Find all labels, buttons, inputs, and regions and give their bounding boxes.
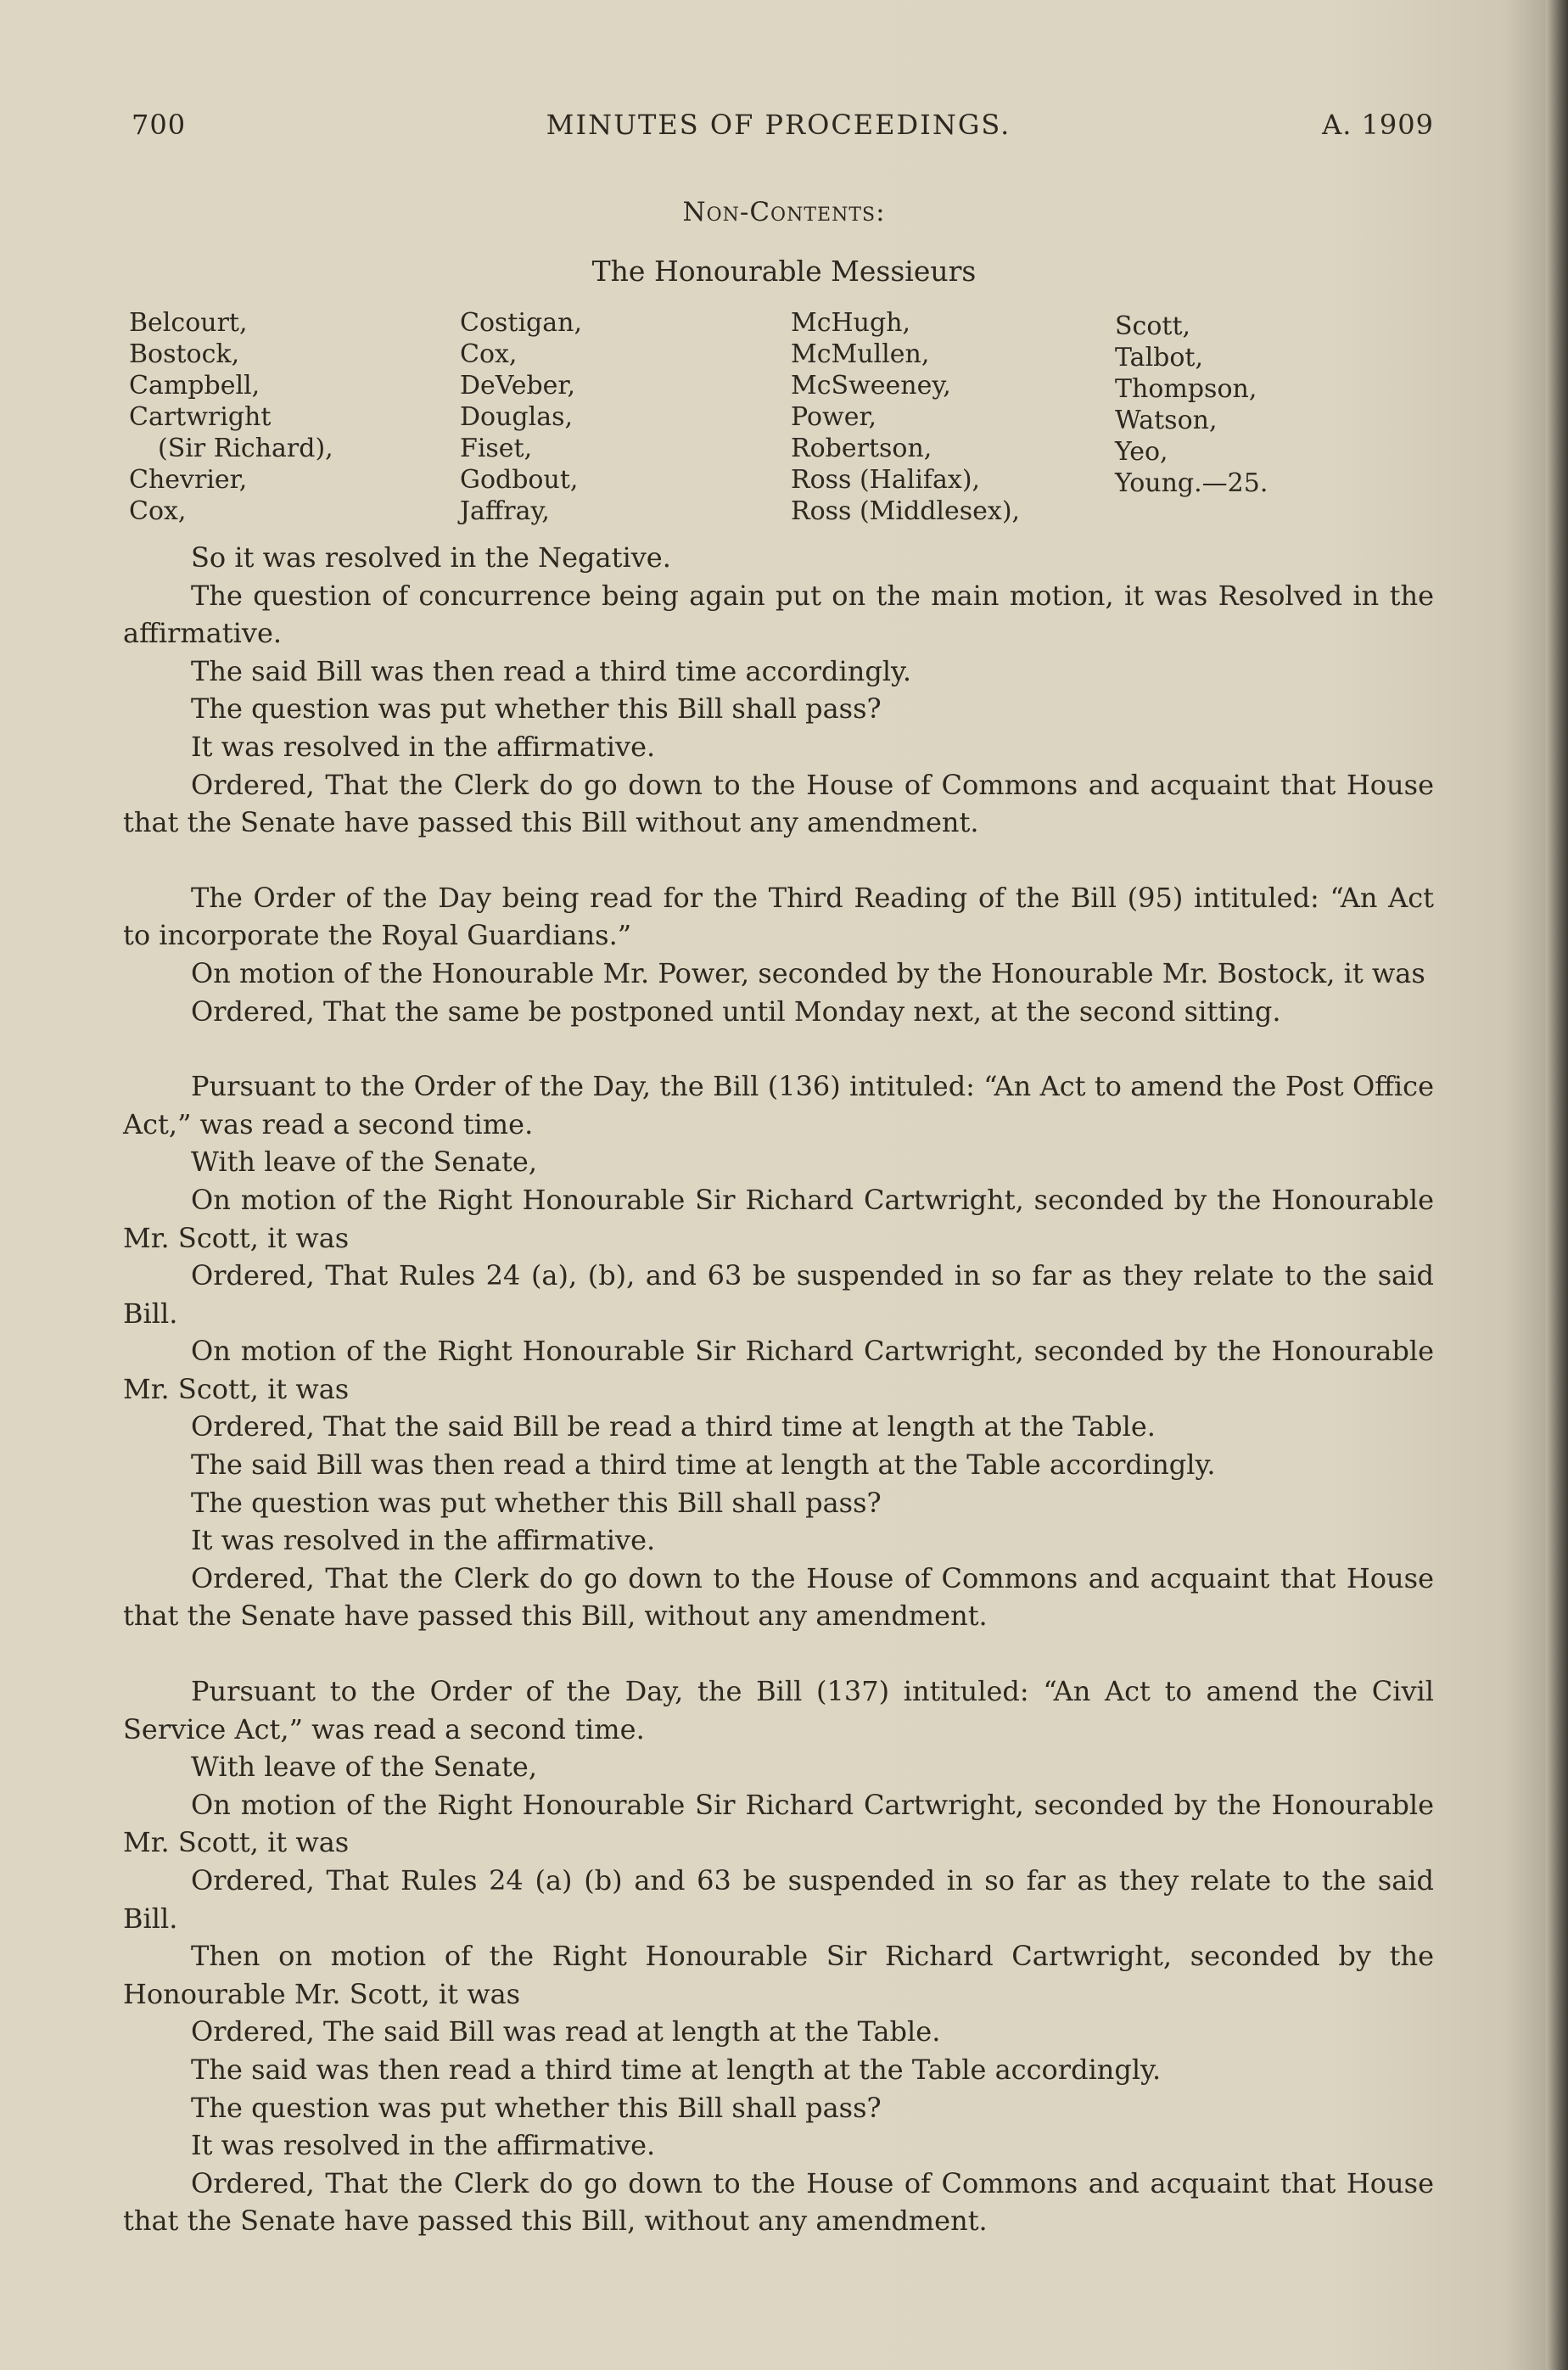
section-gap bbox=[123, 842, 1434, 879]
paragraph: Then on motion of the Right Honourable Sir Richard Cartwright, seconded by the Honourable Mr. Scott, it was bbox=[123, 1940, 1434, 2010]
member-name: Belcourt, bbox=[129, 308, 248, 338]
paragraph: Ordered, That Rules 24 (a) (b) and 63 be suspended in so far as they relate to the said Bill. bbox=[123, 1864, 1434, 1935]
member-name: Cox, bbox=[129, 496, 187, 526]
names-column bbox=[460, 307, 582, 527]
paragraph: It was resolved in the affirmative. bbox=[191, 730, 656, 763]
division-heading: Non-Contents: bbox=[682, 197, 886, 227]
paragraph: The question was put whether this Bill shall pass? bbox=[191, 1486, 882, 1519]
member-name: McHugh, bbox=[791, 308, 911, 338]
member-name: Cartwright bbox=[129, 402, 272, 432]
member-name: Godbout, bbox=[460, 465, 579, 495]
paragraph: Ordered, The said Bill was read at length at the Table. bbox=[191, 2015, 941, 2048]
proceedings-text bbox=[123, 539, 1434, 2240]
names-column bbox=[791, 307, 1020, 527]
paragraph: The said Bill was then read a third time at length at the Table accordingly. bbox=[191, 1448, 1216, 1482]
paragraph: On motion of the Honourable Mr. Power, seconded by the Honourable Mr. Bostock, it was bbox=[191, 956, 1425, 989]
member-name: Jaffray, bbox=[460, 496, 550, 526]
paragraph: It was resolved in the affirmative. bbox=[191, 2129, 656, 2162]
member-name: Campbell, bbox=[129, 371, 260, 401]
member-name: Scott, bbox=[1115, 311, 1191, 341]
member-name: Young.—25. bbox=[1115, 468, 1268, 498]
paragraph: On motion of the Right Honourable Sir Richard Cartwright, seconded by the Honourable Mr. Scott, it was bbox=[123, 1788, 1434, 1859]
member-name: Watson, bbox=[1115, 406, 1218, 435]
book-spine-shadow bbox=[1546, 0, 1568, 2370]
member-name: Robertson, bbox=[791, 434, 932, 463]
paragraph: Ordered, That the Clerk do go down to the House of Commons and acquaint that House that the Senate have passed this Bill without any amendment. bbox=[123, 768, 1434, 839]
member-names-list bbox=[129, 307, 1317, 536]
page-title: MINUTES OF PROCEEDINGS. bbox=[546, 109, 1011, 141]
member-name: Thompson, bbox=[1115, 374, 1257, 404]
paragraph: Ordered, That Rules 24 (a), (b), and 63 be suspended in so far as they relate to the said Bill. bbox=[123, 1259, 1434, 1330]
names-column bbox=[1115, 311, 1268, 499]
member-name: DeVeber, bbox=[460, 371, 576, 401]
member-name: Costigan, bbox=[460, 308, 583, 338]
paragraph: With leave of the Senate, bbox=[191, 1146, 538, 1179]
paragraph: Ordered, That the Clerk do go down to the House of Commons and acquaint that House that the Senate have passed this Bill, without any amendment. bbox=[123, 2166, 1434, 2238]
paragraph: On motion of the Right Honourable Sir Richard Cartwright, seconded by the Honourable Mr. Scott, it was bbox=[123, 1183, 1434, 1254]
paragraph: So it was resolved in the Negative. bbox=[191, 541, 671, 574]
paragraph: Ordered, That the Clerk do go down to the House of Commons and acquaint that House that the Senate have passed this Bill, without any amendment. bbox=[123, 1561, 1434, 1633]
paragraph: On motion of the Right Honourable Sir Richard Cartwright, seconded by the Honourable Mr. Scott, it was bbox=[123, 1335, 1434, 1405]
member-name: Ross (Middlesex), bbox=[791, 496, 1021, 526]
member-name: Power, bbox=[791, 402, 877, 432]
paragraph: It was resolved in the affirmative. bbox=[191, 1524, 656, 1557]
paragraph: Pursuant to the Order of the Day, the Bill (137) intituled: “An Act to amend the Civil Service Act,” was read a second time. bbox=[123, 1675, 1434, 1745]
paragraph: Pursuant to the Order of the Day, the Bill (136) intituled: “An Act to amend the Post Office Act,” was read a second time. bbox=[123, 1070, 1434, 1140]
member-name: Ross (Halifax), bbox=[791, 465, 981, 495]
member-name: Douglas, bbox=[460, 402, 574, 432]
page-number: 700 bbox=[132, 109, 187, 141]
member-name: Yeo, bbox=[1115, 437, 1168, 467]
paragraph: The question was put whether this Bill shall pass? bbox=[191, 2091, 882, 2124]
member-name: McSweeney, bbox=[791, 371, 951, 401]
member-name: Cox, bbox=[460, 339, 518, 369]
names-column bbox=[129, 307, 333, 527]
paragraph: Ordered, That the said Bill be read a third time at length at the Table. bbox=[191, 1410, 1156, 1443]
member-name: Bostock, bbox=[129, 339, 240, 369]
page-header bbox=[123, 100, 1434, 151]
year-label: A. 1909 bbox=[1322, 109, 1434, 141]
paragraph: The said was then read a third time at length at the Table accordingly. bbox=[191, 2053, 1162, 2086]
section-gap bbox=[123, 1635, 1434, 1672]
paragraph: The question of concurrence being again put on the main motion, it was Resolved in the affirmative. bbox=[123, 579, 1434, 650]
member-name: Chevrier, bbox=[129, 465, 248, 495]
section-gap bbox=[123, 1030, 1434, 1067]
paragraph: The question was put whether this Bill shall pass? bbox=[191, 692, 882, 726]
paragraph: The Order of the Day being read for the Third Reading of the Bill (95) intituled: “An Act to incorporate the Royal Guardians.” bbox=[123, 881, 1434, 952]
paragraph: Ordered, That the same be postponed until Monday next, at the second sitting. bbox=[191, 995, 1281, 1028]
member-name: Fiset, bbox=[460, 434, 533, 463]
member-name: (Sir Richard), bbox=[158, 434, 333, 463]
division-subheading: The Honourable Messieurs bbox=[591, 255, 977, 288]
member-name: McMullen, bbox=[791, 339, 930, 369]
member-name: Talbot, bbox=[1115, 343, 1204, 373]
paragraph: The said Bill was then read a third time accordingly. bbox=[191, 654, 912, 687]
paragraph: With leave of the Senate, bbox=[191, 1751, 538, 1784]
